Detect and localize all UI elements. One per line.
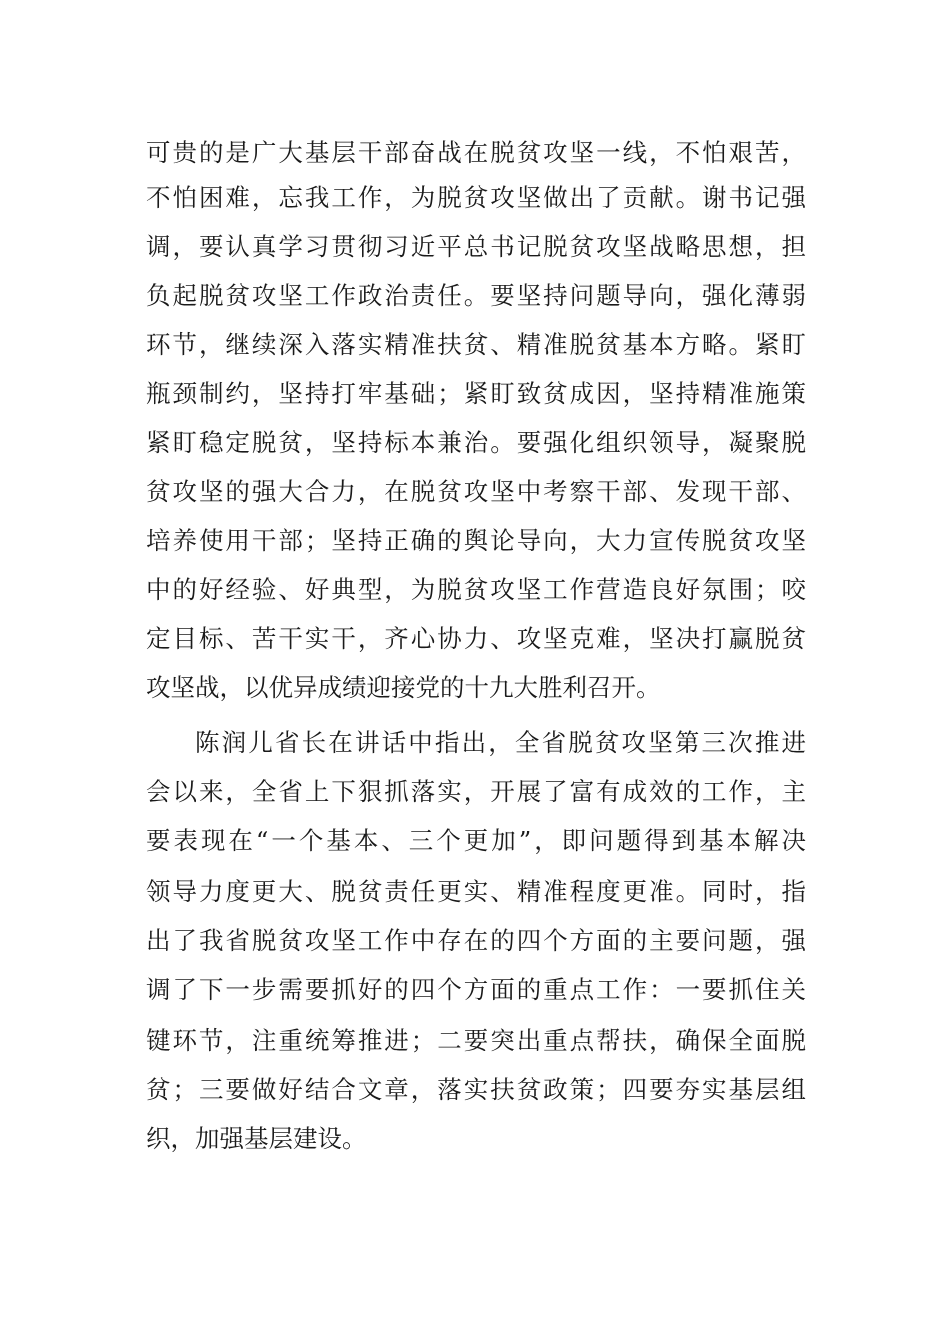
paragraph-line: 键环节，注重统筹推进；二要突出重点帮扶，确保全面脱	[146, 1026, 806, 1055]
paragraph-line: 陈润儿省长在讲话中指出，全省脱贫攻坚第三次推进	[195, 728, 806, 757]
paragraph-line: 中的好经验、好典型，为脱贫攻坚工作营造良好氛围；咬	[146, 575, 806, 604]
paragraph-line: 攻坚战，以优异成绩迎接党的十九大胜利召开。	[146, 673, 661, 702]
paragraph-line: 织，加强基层建设。	[146, 1124, 367, 1153]
paragraph-line: 培养使用干部；坚持正确的舆论导向，大力宣传脱贫攻坚	[146, 526, 806, 555]
paragraph-line: 不怕困难，忘我工作，为脱贫攻坚做出了贡献。谢书记强	[146, 183, 806, 212]
paragraph-line: 领导力度更大、脱贫责任更实、精准程度更准。同时，指	[146, 877, 806, 906]
paragraph-line: 紧盯稳定脱贫，坚持标本兼治。要强化组织领导，凝聚脱	[146, 428, 806, 457]
paragraph-line: 环节，继续深入落实精准扶贫、精准脱贫基本方略。紧盯	[146, 330, 806, 359]
paragraph-line: 要表现在“一个基本、三个更加”，即问题得到基本解决	[146, 826, 806, 855]
paragraph-line: 负起脱贫攻坚工作政治责任。要坚持问题导向，强化薄弱	[146, 281, 806, 310]
paragraph-line: 贫；三要做好结合文章，落实扶贫政策；四要夯实基层组	[146, 1075, 806, 1104]
paragraph-line: 会以来，全省上下狠抓落实，开展了富有成效的工作，主	[146, 777, 806, 806]
paragraph-line: 瓶颈制约，坚持打牢基础；紧盯致贫成因，坚持精准施策	[146, 379, 806, 408]
paragraph-line: 调了下一步需要抓好的四个方面的重点工作：一要抓住关	[146, 975, 806, 1004]
paragraph-line: 定目标、苦干实干，齐心协力、攻坚克难，坚决打赢脱贫	[146, 624, 806, 653]
paragraph-line: 贫攻坚的强大合力，在脱贫攻坚中考察干部、发现干部、	[146, 477, 806, 506]
paragraph-line: 出了我省脱贫攻坚工作中存在的四个方面的主要问题，强	[146, 926, 806, 955]
paragraph-line: 可贵的是广大基层干部奋战在脱贫攻坚一线，不怕艰苦，	[146, 138, 806, 167]
paragraph-line: 调，要认真学习贯彻习近平总书记脱贫攻坚战略思想，担	[146, 232, 806, 261]
